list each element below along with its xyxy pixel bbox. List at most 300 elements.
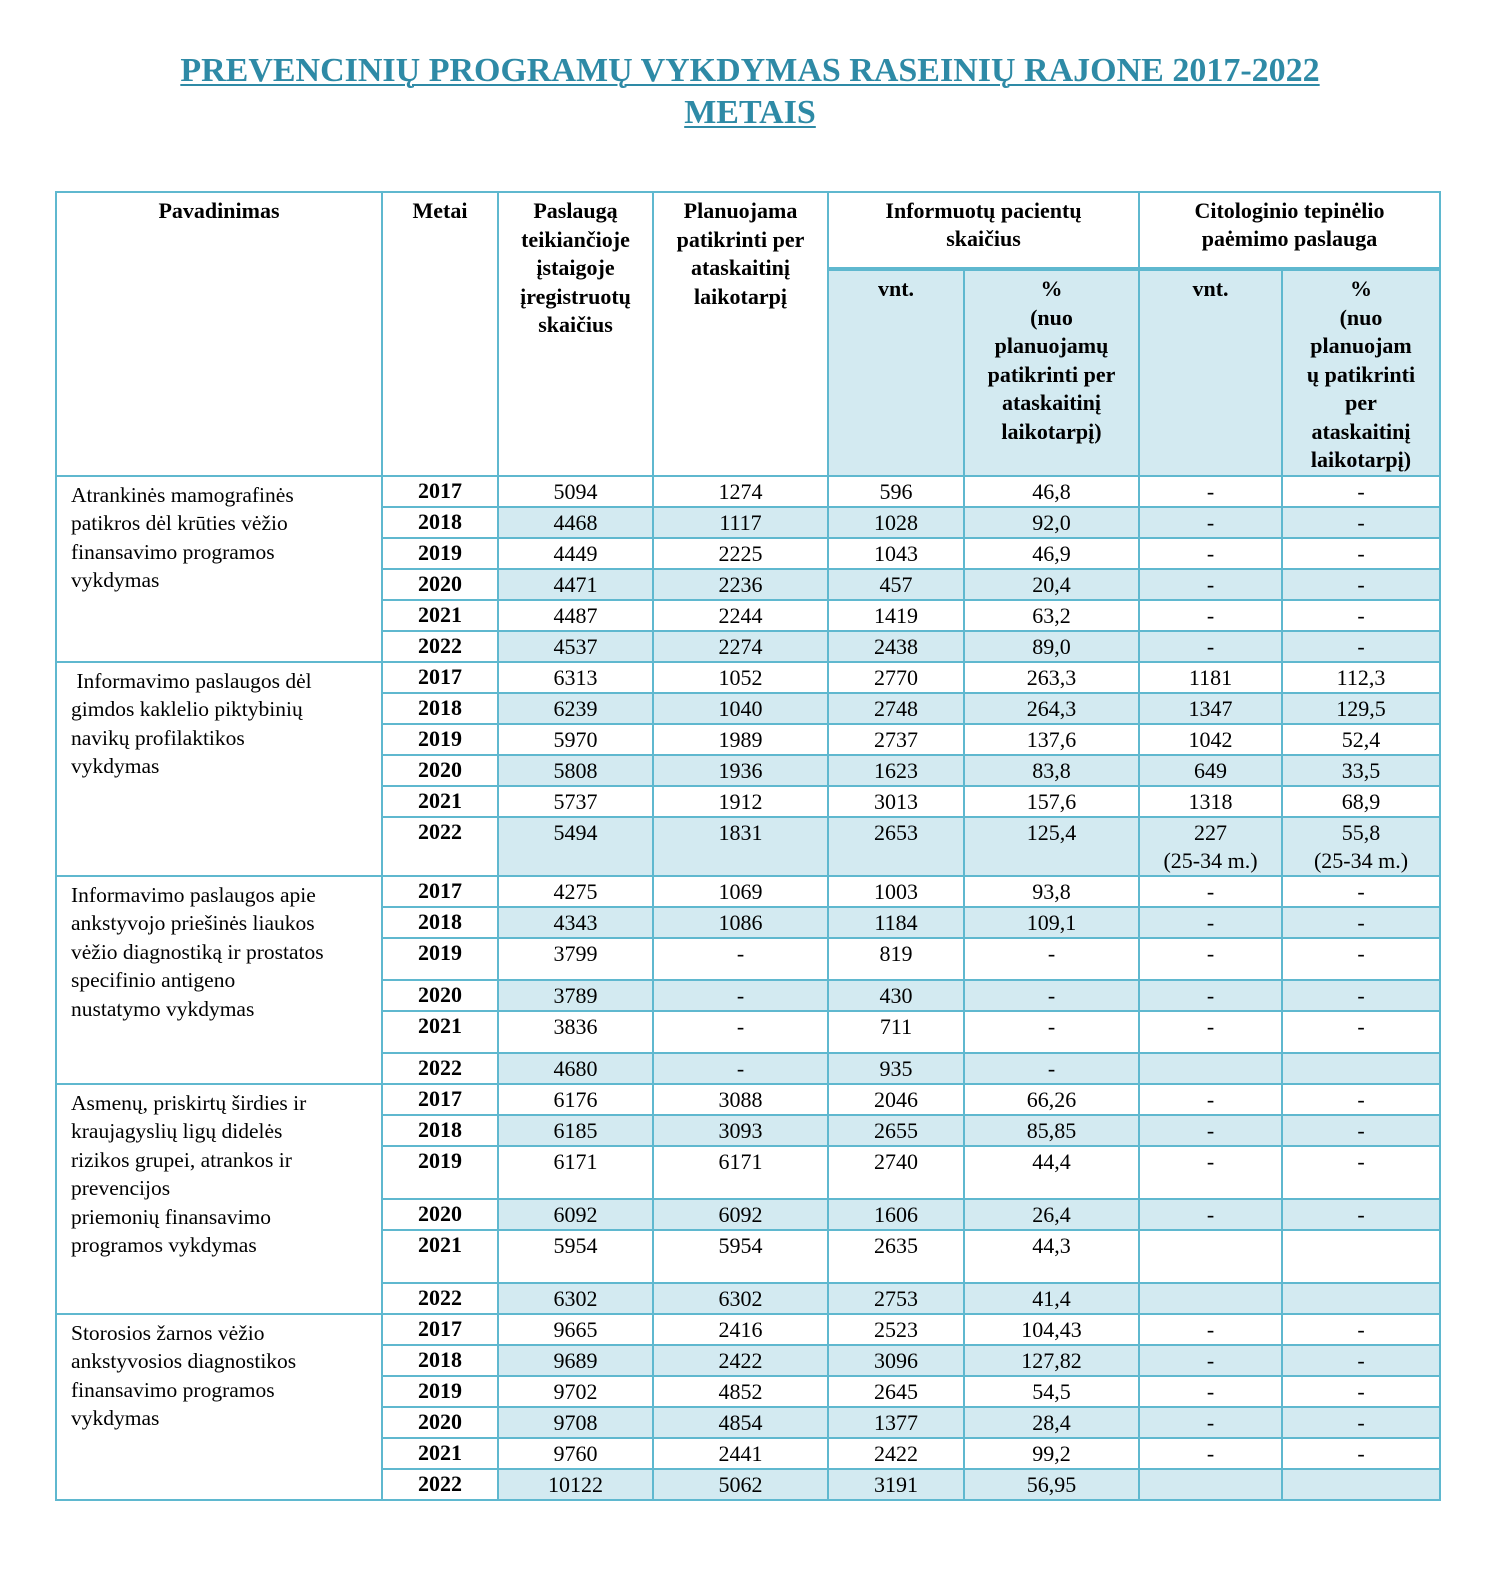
planned-cell xyxy=(653,662,828,693)
registered-cell xyxy=(498,876,653,907)
cyto-pct-cell xyxy=(1282,980,1440,1011)
year-cell: 2020 xyxy=(382,1407,498,1438)
inf-pct-value: 41,4 xyxy=(1032,1285,1071,1311)
cyto-vnt-value: - xyxy=(1206,1347,1215,1373)
inf-pct-value: 137,6 xyxy=(1026,726,1077,752)
cyto-pct-cell xyxy=(1282,1407,1440,1438)
inf-pct-cell xyxy=(964,1115,1139,1146)
cyto-pct-value: 129,5 xyxy=(1336,695,1386,721)
cyto-vnt-cell xyxy=(1139,817,1282,876)
planned-value: 2422 xyxy=(718,1347,763,1373)
inf-vnt-value: 2748 xyxy=(874,695,918,721)
program-name-line: Atrankinės mamografinės xyxy=(71,482,294,507)
year-cell: 2018 xyxy=(382,1345,498,1376)
cyto-vnt-cell xyxy=(1139,755,1282,786)
year-cell: 2017 xyxy=(382,876,498,907)
registered-value: 5094 xyxy=(553,478,598,504)
planned-value: 2441 xyxy=(718,1440,763,1466)
registered-value: 9702 xyxy=(553,1378,598,1404)
cyto-vnt-cell xyxy=(1139,693,1282,724)
inf-pct-value: - xyxy=(1047,982,1056,1008)
planned-value: 1274 xyxy=(718,478,763,504)
planned-value: 1117 xyxy=(719,509,762,535)
inf-pct-cell xyxy=(964,662,1139,693)
cyto-pct-cell xyxy=(1282,817,1440,876)
cyto-vnt-value: - xyxy=(1206,478,1215,504)
cyto-pct-value: - xyxy=(1357,1440,1365,1466)
registered-cell xyxy=(498,693,653,724)
planned-cell xyxy=(653,1011,828,1053)
year-cell: 2020 xyxy=(382,980,498,1011)
cyto-pct-value: - xyxy=(1357,1201,1365,1227)
year-cell: 2017 xyxy=(382,662,498,693)
inf-vnt-cell xyxy=(828,631,964,662)
cyto-pct-cell xyxy=(1282,1199,1440,1230)
registered-value: 9708 xyxy=(553,1409,598,1435)
table-row xyxy=(56,1084,1440,1115)
inf-pct-cell xyxy=(964,1053,1139,1084)
registered-cell xyxy=(498,786,653,817)
cyto-pct-cell xyxy=(1282,631,1440,662)
registered-value: 6185 xyxy=(553,1117,598,1143)
cyto-vnt-value: - xyxy=(1206,1201,1215,1227)
cyto-pct-cell xyxy=(1282,662,1440,693)
inf-pct-cell xyxy=(964,1469,1139,1500)
registered-cell xyxy=(498,1199,653,1230)
cyto-vnt-cell xyxy=(1139,476,1282,507)
inf-pct-cell xyxy=(964,1146,1139,1199)
planned-value: 1040 xyxy=(718,695,763,721)
inf-pct-cell xyxy=(964,876,1139,907)
year-cell: 2017 xyxy=(382,1314,498,1345)
planned-value: - xyxy=(736,1013,745,1039)
cyto-pct-cell xyxy=(1282,1115,1440,1146)
registered-value: 6171 xyxy=(553,1148,598,1174)
year-cell: 2017 xyxy=(382,1084,498,1115)
inf-vnt-value: 430 xyxy=(879,982,913,1008)
inf-pct-value: 157,6 xyxy=(1026,788,1077,814)
header-cytology: Citologinio tepinėlio paėmimo paslauga xyxy=(1139,192,1440,269)
planned-value: 3093 xyxy=(718,1117,763,1143)
year-cell: 2022 xyxy=(382,1283,498,1314)
planned-value: 4854 xyxy=(718,1409,763,1435)
cyto-vnt-cell xyxy=(1139,876,1282,907)
cyto-pct-value: - xyxy=(1357,478,1365,504)
inf-vnt-cell xyxy=(828,1084,964,1115)
planned-value: 3088 xyxy=(718,1086,763,1112)
cyto-vnt-cell xyxy=(1139,538,1282,569)
inf-pct-value: 46,8 xyxy=(1032,478,1071,504)
registered-value: 4468 xyxy=(553,509,598,535)
inf-vnt-value: 2753 xyxy=(874,1285,918,1311)
cyto-vnt-value: - xyxy=(1206,878,1215,904)
cyto-vnt-value: 1347 xyxy=(1188,695,1233,721)
cyto-pct-cell xyxy=(1282,538,1440,569)
planned-cell xyxy=(653,476,828,507)
cyto-vnt-value: - xyxy=(1206,1117,1215,1143)
inf-pct-cell xyxy=(964,755,1139,786)
inf-pct-cell xyxy=(964,693,1139,724)
cyto-vnt-cell xyxy=(1139,1283,1282,1314)
inf-vnt-value: 457 xyxy=(879,571,913,597)
inf-pct-value: 63,2 xyxy=(1032,602,1071,628)
planned-cell xyxy=(653,755,828,786)
cyto-pct-value: - xyxy=(1357,1148,1365,1174)
cyto-vnt-value: - xyxy=(1206,1086,1215,1112)
cyto-vnt-cell xyxy=(1139,662,1282,693)
planned-cell xyxy=(653,907,828,938)
inf-vnt-cell xyxy=(828,1230,964,1283)
cyto-vnt-cell xyxy=(1139,1011,1282,1053)
registered-value: 4471 xyxy=(553,571,598,597)
inf-vnt-value: 1606 xyxy=(874,1201,918,1227)
inf-pct-value: 85,85 xyxy=(1026,1117,1077,1143)
cyto-pct-value: - xyxy=(1357,909,1365,935)
inf-pct-value: 54,5 xyxy=(1032,1378,1071,1404)
planned-value: - xyxy=(736,1055,745,1081)
inf-pct-value: 92,0 xyxy=(1032,509,1071,535)
inf-vnt-value: 2046 xyxy=(874,1086,918,1112)
inf-vnt-cell xyxy=(828,1469,964,1500)
year-cell: 2022 xyxy=(382,817,498,876)
registered-cell xyxy=(498,476,653,507)
cyto-pct-cell xyxy=(1282,938,1440,980)
registered-cell xyxy=(498,1438,653,1469)
inf-vnt-value: 1623 xyxy=(874,757,918,783)
year-cell: 2018 xyxy=(382,907,498,938)
inf-vnt-value: 3013 xyxy=(874,788,918,814)
cyto-pct-cell xyxy=(1282,724,1440,755)
inf-vnt-value: 2635 xyxy=(874,1232,918,1258)
inf-pct-value: 56,95 xyxy=(1026,1471,1077,1497)
cyto-vnt-cell xyxy=(1139,1146,1282,1199)
inf-vnt-value: 2523 xyxy=(874,1316,918,1342)
cyto-vnt-value: - xyxy=(1206,1316,1215,1342)
inf-pct-value: 20,4 xyxy=(1032,571,1071,597)
registered-cell xyxy=(498,538,653,569)
inf-pct-value: - xyxy=(1047,940,1056,966)
year-cell: 2021 xyxy=(382,786,498,817)
registered-cell xyxy=(498,1115,653,1146)
cyto-pct-cell xyxy=(1282,569,1440,600)
program-name-line: Asmenų, priskirtų širdies ir xyxy=(71,1090,307,1115)
header-informed-vnt: vnt. xyxy=(828,269,964,476)
inf-vnt-cell xyxy=(828,1053,964,1084)
inf-pct-cell xyxy=(964,980,1139,1011)
inf-vnt-value: 2438 xyxy=(874,633,918,659)
header-informed: Informuotų pacientų skaičius xyxy=(828,192,1139,269)
cyto-vnt-value: - xyxy=(1206,509,1215,535)
planned-value: 6092 xyxy=(718,1201,763,1227)
program-name-line: finansavimo programos xyxy=(71,539,275,564)
cyto-vnt-value: - xyxy=(1206,1409,1215,1435)
inf-pct-cell xyxy=(964,938,1139,980)
planned-value: 6302 xyxy=(718,1285,763,1311)
planned-cell xyxy=(653,693,828,724)
cyto-vnt-cell xyxy=(1139,980,1282,1011)
planned-cell xyxy=(653,786,828,817)
cyto-vnt-cell xyxy=(1139,1407,1282,1438)
cyto-vnt-value: 649 xyxy=(1194,757,1227,783)
header-informed-pct: % (nuo planuojamų patikrinti per ataskaitinį laikotarpį) xyxy=(964,269,1139,476)
cyto-vnt-cell xyxy=(1139,600,1282,631)
inf-pct-value: 125,4 xyxy=(1026,819,1077,845)
planned-value: 1912 xyxy=(718,788,763,814)
cyto-pct-value: - xyxy=(1357,982,1365,1008)
planned-cell xyxy=(653,1438,828,1469)
inf-pct-value: 93,8 xyxy=(1032,878,1071,904)
planned-value: 4852 xyxy=(718,1378,763,1404)
inf-vnt-cell xyxy=(828,907,964,938)
program-name-line: rizikos grupei, atrankos ir xyxy=(71,1147,292,1172)
registered-cell xyxy=(498,631,653,662)
registered-value: 6302 xyxy=(553,1285,598,1311)
cyto-vnt-cell xyxy=(1139,1469,1282,1500)
planned-value: 5954 xyxy=(718,1232,763,1258)
cyto-vnt-cell xyxy=(1139,724,1282,755)
registered-value: 6092 xyxy=(553,1201,598,1227)
inf-vnt-cell xyxy=(828,1376,964,1407)
cyto-pct-value: - xyxy=(1357,1409,1365,1435)
header-name: Pavadinimas xyxy=(56,192,382,476)
year-cell: 2020 xyxy=(382,1199,498,1230)
planned-value: 1989 xyxy=(718,726,763,752)
year-cell: 2022 xyxy=(382,1469,498,1500)
registered-value: 4487 xyxy=(553,602,598,628)
age-note: (25-34 m.) xyxy=(1163,847,1258,873)
cyto-pct-cell xyxy=(1282,1469,1440,1500)
planned-cell xyxy=(653,538,828,569)
registered-value: 6313 xyxy=(553,664,598,690)
inf-pct-cell xyxy=(964,569,1139,600)
year-cell: 2021 xyxy=(382,1438,498,1469)
planned-value: - xyxy=(736,940,745,966)
cyto-pct-value: - xyxy=(1357,602,1365,628)
program-name xyxy=(56,1314,382,1500)
cyto-vnt-cell xyxy=(1139,1115,1282,1146)
program-name-line: specifinio antigeno xyxy=(71,968,236,992)
program-name-line: programos vykdymas xyxy=(71,1233,257,1257)
page-title-line-1: PREVENCINIŲ PROGRAMŲ VYKDYMAS RASEINIŲ RAJONE 2017-2022 xyxy=(180,52,1320,89)
year-cell: 2018 xyxy=(382,507,498,538)
program-name xyxy=(56,476,382,662)
planned-cell xyxy=(653,1376,828,1407)
cyto-pct-value: 112,3 xyxy=(1336,664,1386,690)
page-title-line-2: METAIS xyxy=(684,94,816,131)
planned-value: 5062 xyxy=(718,1471,763,1497)
inf-pct-value: - xyxy=(1047,1013,1056,1039)
cyto-pct-value: - xyxy=(1357,878,1365,904)
cyto-vnt-value: - xyxy=(1206,602,1215,628)
cyto-vnt-cell xyxy=(1139,1199,1282,1230)
cyto-vnt-cell xyxy=(1139,569,1282,600)
table-row xyxy=(56,476,1440,507)
cyto-pct-cell xyxy=(1282,600,1440,631)
inf-pct-cell xyxy=(964,1230,1139,1283)
year-cell: 2021 xyxy=(382,1011,498,1053)
cyto-pct-value: - xyxy=(1357,509,1365,535)
cyto-vnt-cell xyxy=(1139,1053,1282,1084)
planned-cell xyxy=(653,1345,828,1376)
cyto-vnt-cell xyxy=(1139,1438,1282,1469)
inf-vnt-value: 1028 xyxy=(874,509,918,535)
inf-vnt-value: 1419 xyxy=(874,602,918,628)
cyto-vnt-value: 227 xyxy=(1194,819,1227,845)
inf-pct-value: 109,1 xyxy=(1026,909,1077,935)
inf-vnt-cell xyxy=(828,538,964,569)
program-name-line: vėžio diagnostiką ir prostatos xyxy=(71,939,324,964)
inf-pct-cell xyxy=(964,907,1139,938)
inf-vnt-value: 2740 xyxy=(874,1148,918,1174)
inf-vnt-value: 819 xyxy=(879,940,913,966)
inf-vnt-cell xyxy=(828,662,964,693)
inf-pct-cell xyxy=(964,631,1139,662)
table-row xyxy=(56,1314,1440,1345)
inf-vnt-value: 1377 xyxy=(874,1409,918,1435)
cyto-vnt-cell xyxy=(1139,1376,1282,1407)
planned-cell xyxy=(653,1053,828,1084)
program-name-line: Informavimo paslaugos apie xyxy=(71,882,316,907)
cyto-vnt-value: 1042 xyxy=(1188,726,1233,752)
inf-vnt-cell xyxy=(828,1199,964,1230)
cyto-pct-value: - xyxy=(1357,571,1365,597)
planned-cell xyxy=(653,1146,828,1199)
cyto-pct-cell xyxy=(1282,1376,1440,1407)
registered-value: 5737 xyxy=(553,788,598,814)
programs-table xyxy=(55,191,1441,1501)
program-name-line: ankstyvosios diagnostikos xyxy=(71,1349,297,1373)
inf-pct-value: 263,3 xyxy=(1026,664,1077,690)
cyto-pct-cell xyxy=(1282,1230,1440,1283)
header-cytology-vnt: vnt. xyxy=(1139,269,1282,476)
inf-vnt-cell xyxy=(828,817,964,876)
program-name-line: patikros dėl krūties vėžio xyxy=(71,511,288,535)
inf-vnt-cell xyxy=(828,600,964,631)
table-body xyxy=(56,476,1440,1500)
inf-vnt-cell xyxy=(828,569,964,600)
year-cell: 2022 xyxy=(382,1053,498,1084)
year-cell: 2019 xyxy=(382,724,498,755)
inf-vnt-cell xyxy=(828,724,964,755)
cyto-vnt-value: - xyxy=(1206,540,1215,566)
cyto-pct-value: - xyxy=(1357,1117,1365,1143)
planned-value: 2416 xyxy=(718,1316,763,1342)
inf-vnt-value: 711 xyxy=(879,1013,913,1039)
planned-cell xyxy=(653,817,828,876)
registered-cell xyxy=(498,1011,653,1053)
planned-value: 2244 xyxy=(718,602,763,628)
cyto-pct-cell xyxy=(1282,1283,1440,1314)
cyto-pct-value: 55,8 xyxy=(1341,819,1381,845)
table-row xyxy=(56,662,1440,693)
cyto-pct-value: - xyxy=(1357,1378,1365,1404)
cyto-vnt-value: - xyxy=(1206,633,1215,659)
inf-pct-cell xyxy=(964,1011,1139,1053)
inf-vnt-value: 1003 xyxy=(874,878,918,904)
registered-value: 10122 xyxy=(548,1471,603,1497)
cyto-pct-cell xyxy=(1282,1438,1440,1469)
registered-value: 5954 xyxy=(553,1232,598,1258)
planned-value: 1936 xyxy=(718,757,763,783)
planned-cell xyxy=(653,631,828,662)
inf-pct-cell xyxy=(964,507,1139,538)
inf-pct-value: 46,9 xyxy=(1032,540,1071,566)
inf-vnt-cell xyxy=(828,1011,964,1053)
cyto-pct-value: 33,5 xyxy=(1341,757,1381,783)
cyto-vnt-value: - xyxy=(1206,1440,1215,1466)
header-cytology-pct: % (nuo planuojam ų patikrinti per ataskaitinį laikotarpį) xyxy=(1282,269,1440,476)
cyto-vnt-value: - xyxy=(1206,1378,1215,1404)
cyto-vnt-value: - xyxy=(1206,909,1215,935)
program-name-line: Informavimo paslaugos dėl xyxy=(71,668,312,693)
cyto-vnt-cell xyxy=(1139,907,1282,938)
program-name xyxy=(56,1084,382,1314)
year-cell: 2018 xyxy=(382,693,498,724)
planned-value: 1831 xyxy=(718,819,763,845)
inf-pct-cell xyxy=(964,1084,1139,1115)
inf-pct-cell xyxy=(964,1283,1139,1314)
registered-value: 6176 xyxy=(553,1086,598,1112)
cyto-pct-cell xyxy=(1282,507,1440,538)
inf-pct-cell xyxy=(964,1199,1139,1230)
registered-cell xyxy=(498,755,653,786)
inf-pct-value: 26,4 xyxy=(1032,1201,1071,1227)
inf-pct-cell xyxy=(964,1376,1139,1407)
registered-value: 3836 xyxy=(553,1013,598,1039)
registered-value: 9665 xyxy=(553,1316,598,1342)
inf-vnt-value: 2653 xyxy=(874,819,918,845)
inf-pct-cell xyxy=(964,1345,1139,1376)
registered-value: 4275 xyxy=(553,878,598,904)
registered-cell xyxy=(498,1146,653,1199)
year-cell: 2020 xyxy=(382,569,498,600)
cyto-pct-cell xyxy=(1282,786,1440,817)
inf-vnt-value: 2645 xyxy=(874,1378,918,1404)
registered-cell xyxy=(498,1053,653,1084)
registered-value: 9689 xyxy=(553,1347,598,1373)
year-cell: 2019 xyxy=(382,938,498,980)
year-cell: 2020 xyxy=(382,755,498,786)
inf-pct-value: 99,2 xyxy=(1032,1440,1071,1466)
cyto-vnt-cell xyxy=(1139,1314,1282,1345)
inf-pct-value: 127,82 xyxy=(1021,1347,1082,1373)
table-row xyxy=(56,876,1440,907)
registered-cell xyxy=(498,1345,653,1376)
planned-cell xyxy=(653,600,828,631)
program-name-line: vykdymas xyxy=(71,1406,160,1430)
planned-value: 2225 xyxy=(718,540,763,566)
planned-value: 1069 xyxy=(718,878,763,904)
program-name-line: vykdymas xyxy=(71,754,160,778)
cyto-pct-value: - xyxy=(1357,940,1365,966)
cyto-pct-value: - xyxy=(1357,540,1365,566)
cyto-vnt-value: - xyxy=(1206,940,1215,966)
inf-pct-value: 104,43 xyxy=(1021,1316,1082,1342)
cyto-pct-value: - xyxy=(1357,1347,1365,1373)
inf-vnt-cell xyxy=(828,1407,964,1438)
program-name-line: vykdymas xyxy=(71,568,160,592)
program-name-line: navikų profilaktikos xyxy=(71,725,245,750)
inf-vnt-value: 3096 xyxy=(874,1347,918,1373)
inf-vnt-cell xyxy=(828,786,964,817)
cyto-vnt-cell xyxy=(1139,1345,1282,1376)
cyto-pct-cell xyxy=(1282,476,1440,507)
registered-cell xyxy=(498,1376,653,1407)
registered-cell xyxy=(498,1407,653,1438)
cyto-pct-cell xyxy=(1282,1314,1440,1345)
inf-pct-cell xyxy=(964,817,1139,876)
planned-cell xyxy=(653,1314,828,1345)
